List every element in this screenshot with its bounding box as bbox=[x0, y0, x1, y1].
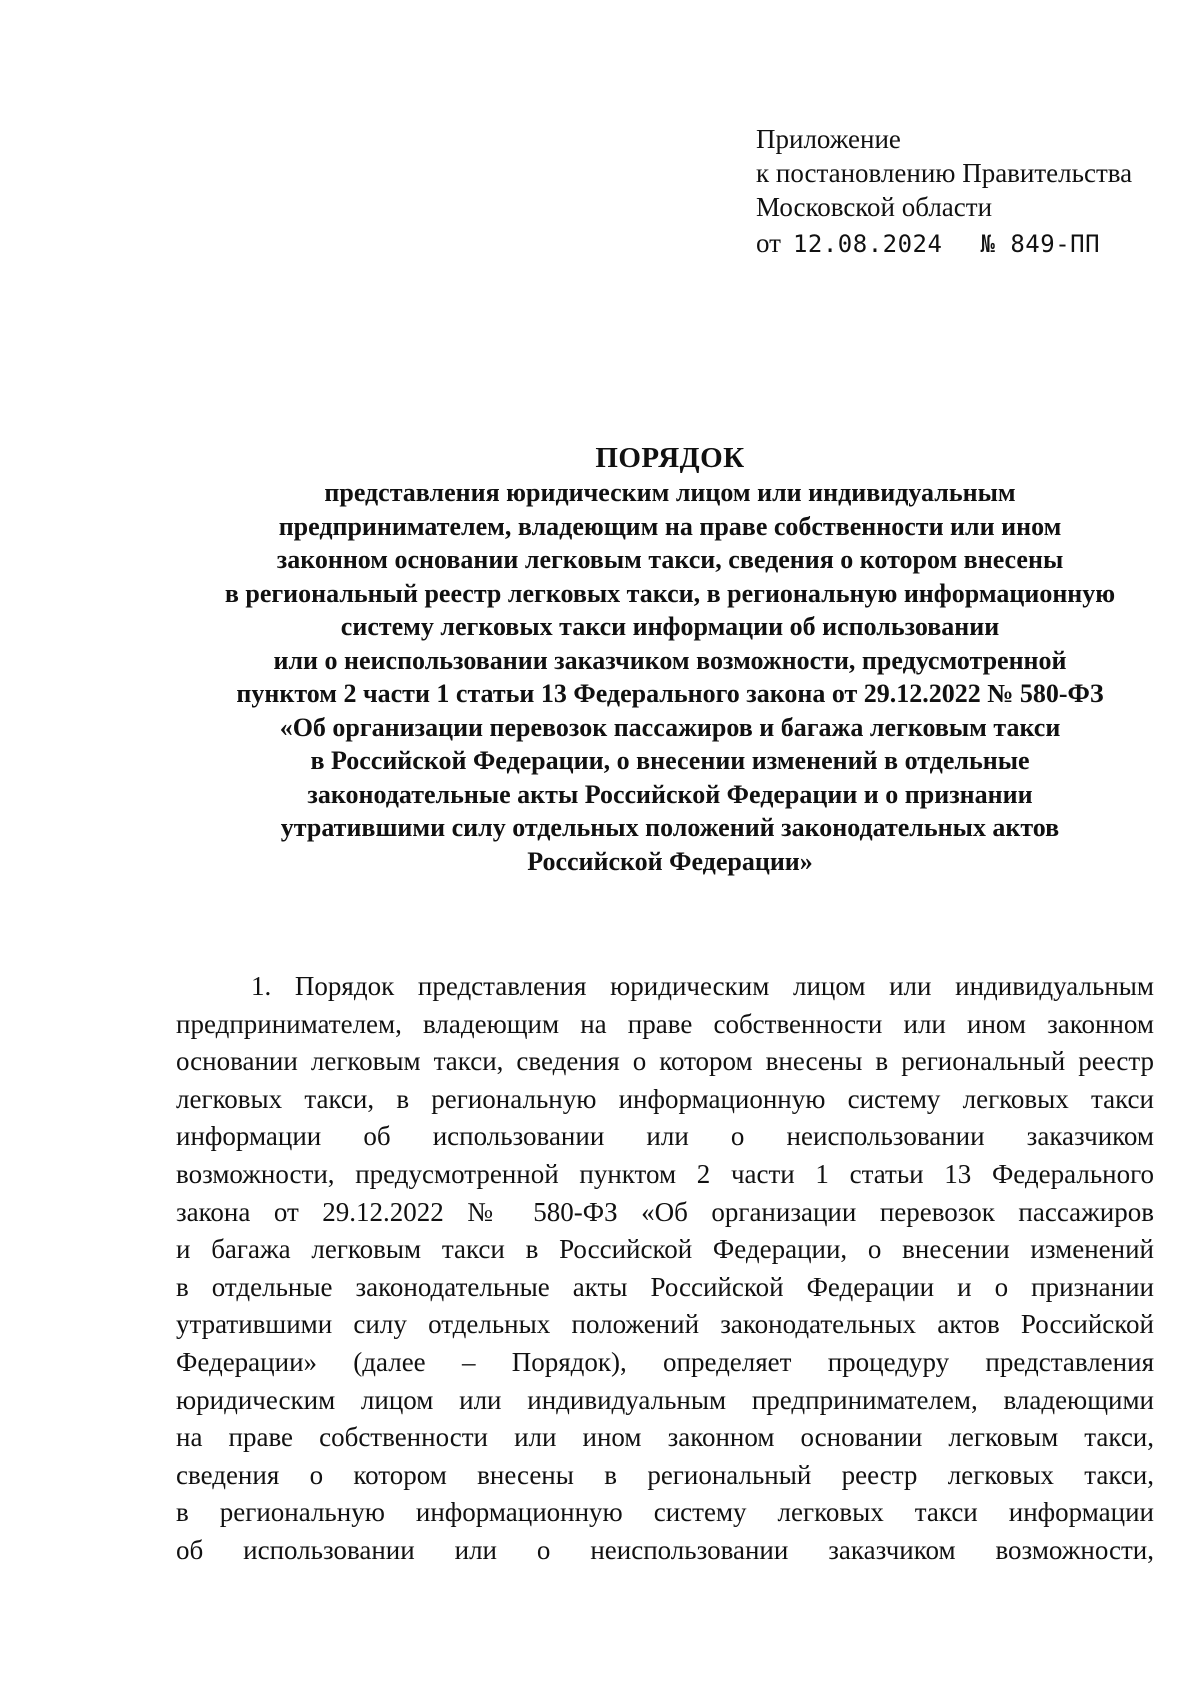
document-heading: ПОРЯДОК bbox=[595, 442, 745, 474]
appendix-from-label: от bbox=[756, 228, 781, 258]
body-line: 1. Порядок представления юридическим лицом или индивидуальным bbox=[251, 971, 1154, 1001]
title-line: законодательные акты Российской Федерации и о признании bbox=[307, 779, 1033, 809]
appendix-region: Московской области bbox=[756, 192, 993, 222]
body-line: юридическим лицом или индивидуальным предпринимателем, владеющими bbox=[176, 1384, 1154, 1415]
title-line: законном основании легковым такси, сведения о котором внесены bbox=[276, 545, 1064, 574]
title-line: Российской Федерации» bbox=[527, 846, 813, 876]
body-line: сведения о котором внесены в региональный реестр легковых такси, bbox=[176, 1459, 1154, 1490]
body-line: возможности, предусмотренной пунктом 2 части 1 статьи 13 Федерального bbox=[176, 1158, 1154, 1189]
title-line: пунктом 2 части 1 статьи 13 Федерального закона от 29.12.2022 № 580-ФЗ bbox=[236, 679, 1104, 708]
title-line: в региональный реестр легковых такси, в региональную информационную bbox=[224, 578, 1116, 608]
body-line: легковых такси, в региональную информационную систему легковых такси bbox=[176, 1083, 1154, 1114]
title-line: утратившими силу отдельных положений законодательных актов bbox=[280, 813, 1060, 842]
appendix-date-number bbox=[756, 226, 1176, 261]
title-line: или о неиспользовании заказчиком возможности, предусмотренной bbox=[273, 645, 1067, 675]
body-line: предпринимателем, владеющим на праве собственности или ином законном bbox=[176, 1008, 1154, 1039]
body-line: на праве собственности или ином законном основании легковым такси, bbox=[176, 1422, 1154, 1453]
title-line: «Об организации перевозок пассажиров и багажа легковым такси bbox=[279, 712, 1061, 742]
body-line: в региональную информационную систему легковых такси информации bbox=[176, 1497, 1154, 1528]
appendix-title: Приложение bbox=[756, 124, 901, 154]
body-line: закона от 29.12.2022 № 580-ФЗ «Об организации перевозок пассажиров bbox=[176, 1196, 1154, 1227]
title-line: в Российской Федерации, о внесении изменений в отдельные bbox=[310, 746, 1030, 775]
body-line: и багажа легковым такси в Российской Федерации, о внесении изменений bbox=[176, 1234, 1154, 1265]
appendix-header bbox=[756, 122, 1176, 261]
body-line: утратившими силу отдельных положений законодательных актов Российской bbox=[176, 1309, 1154, 1340]
appendix-number: № 849-ПП bbox=[980, 230, 1101, 258]
appendix-resolution-ref: к постановлению Правительства bbox=[756, 158, 1133, 188]
title-line: систему легковых такси информации об использовании bbox=[340, 612, 1000, 641]
appendix-date: 12.08.2024 bbox=[792, 230, 943, 258]
title-line: предпринимателем, владеющим на праве собственности или ином bbox=[278, 511, 1062, 541]
title-line: представления юридическим лицом или индивидуальным bbox=[324, 478, 1016, 507]
body-line: об использовании или о неиспользовании заказчиком возможности, bbox=[176, 1534, 1154, 1565]
body-paragraph bbox=[176, 968, 1154, 1570]
body-line: информации об использовании или о неиспользовании заказчиком bbox=[176, 1121, 1154, 1152]
body-line: в отдельные законодательные акты Российской Федерации и о признании bbox=[176, 1271, 1154, 1302]
body-line: Федерации» (далее – Порядок), определяет процедуру представления bbox=[176, 1346, 1154, 1377]
document-subtitle bbox=[160, 476, 1180, 878]
body-line: основании легковым такси, сведения о котором внесены в региональный реестр bbox=[176, 1046, 1154, 1077]
document-title-block bbox=[160, 440, 1180, 878]
